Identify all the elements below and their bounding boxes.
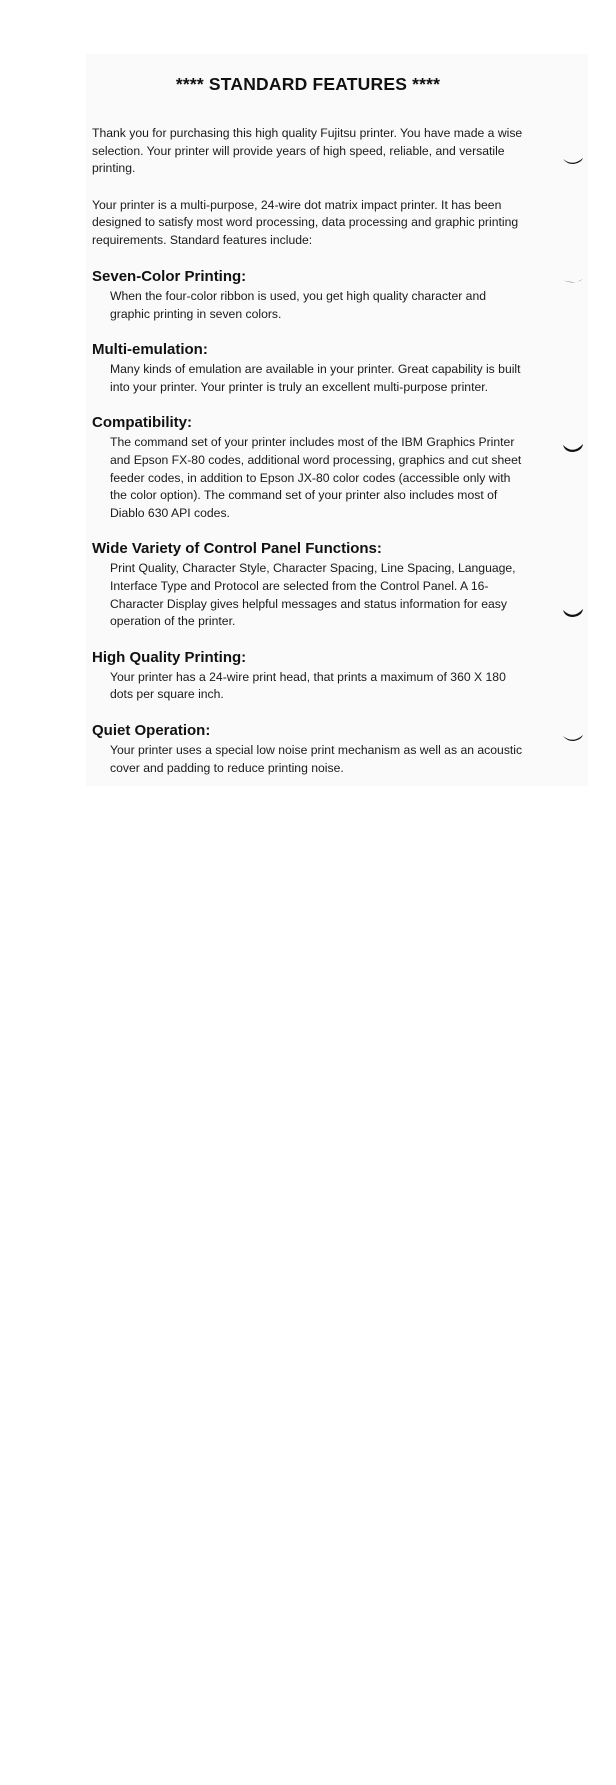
feature-seven-color-printing	[92, 268, 524, 323]
punch-hole-mark-icon	[562, 443, 584, 454]
feature-compatibility	[92, 414, 524, 522]
feature-high-quality-printing	[92, 649, 524, 704]
feature-description: The command set of your printer includes most of the IBM Graphics Printer and Epson FX-80 codes, additional word processing, graphics and cut sheet feeder codes, in addition to Epson JX-80 color codes (accessible only with the color option). The command set of your printer also includes most of Diablo 630 API codes.	[110, 435, 522, 520]
punch-hole-mark-icon	[562, 608, 584, 619]
feature-heading: Compatibility:	[92, 414, 192, 432]
intro-paragraph-1: Thank you for purchasing this high quality Fujitsu printer. You have made a wise selection. Your printer will provide years of high speed, reliable, and versatile printing.	[92, 126, 523, 175]
feature-description: Your printer uses a special low noise print mechanism as well as an acoustic cover and padding to reduce printing noise.	[110, 742, 523, 775]
feature-control-panel-functions	[92, 540, 524, 630]
feature-quiet-operation	[92, 722, 524, 777]
intro-paragraph-2: Your printer is a multi-purpose, 24-wire dot matrix impact printer. It has been designed to satisfy most word processing, data processing and graphic printing requirements. Standard features include:	[92, 197, 519, 247]
document-body	[92, 70, 524, 795]
feature-description: Your printer has a 24-wire print head, that prints a maximum of 360 X 180 dots per square inch.	[110, 669, 506, 702]
punch-hole-mark-icon	[562, 733, 584, 744]
punch-hole-mark-icon	[562, 276, 584, 287]
feature-heading: High Quality Printing:	[92, 648, 247, 666]
feature-heading: Wide Variety of Control Panel Functions:	[92, 540, 382, 558]
page-title: **** STANDARD FEATURES ****	[175, 74, 441, 94]
feature-description: Many kinds of emulation are available in your printer. Great capability is built into your printer. Your printer is truly an excellent multi-purpose printer.	[110, 362, 521, 394]
feature-heading: Multi-emulation:	[92, 341, 208, 359]
feature-multi-emulation	[92, 341, 524, 396]
punch-hole-mark-icon	[562, 156, 584, 167]
feature-heading: Quiet Operation:	[92, 721, 211, 739]
feature-description: When the four-color ribbon is used, you get high quality character and graphic printing in seven colors.	[110, 289, 486, 321]
feature-heading: Seven-Color Printing:	[92, 268, 247, 285]
feature-description: Print Quality, Character Style, Character Spacing, Line Spacing, Language, Interface Type and Protocol are selected from the Control Panel. A 16-Character Display gives helpful messages and status information for easy operation of the printer.	[110, 561, 516, 629]
